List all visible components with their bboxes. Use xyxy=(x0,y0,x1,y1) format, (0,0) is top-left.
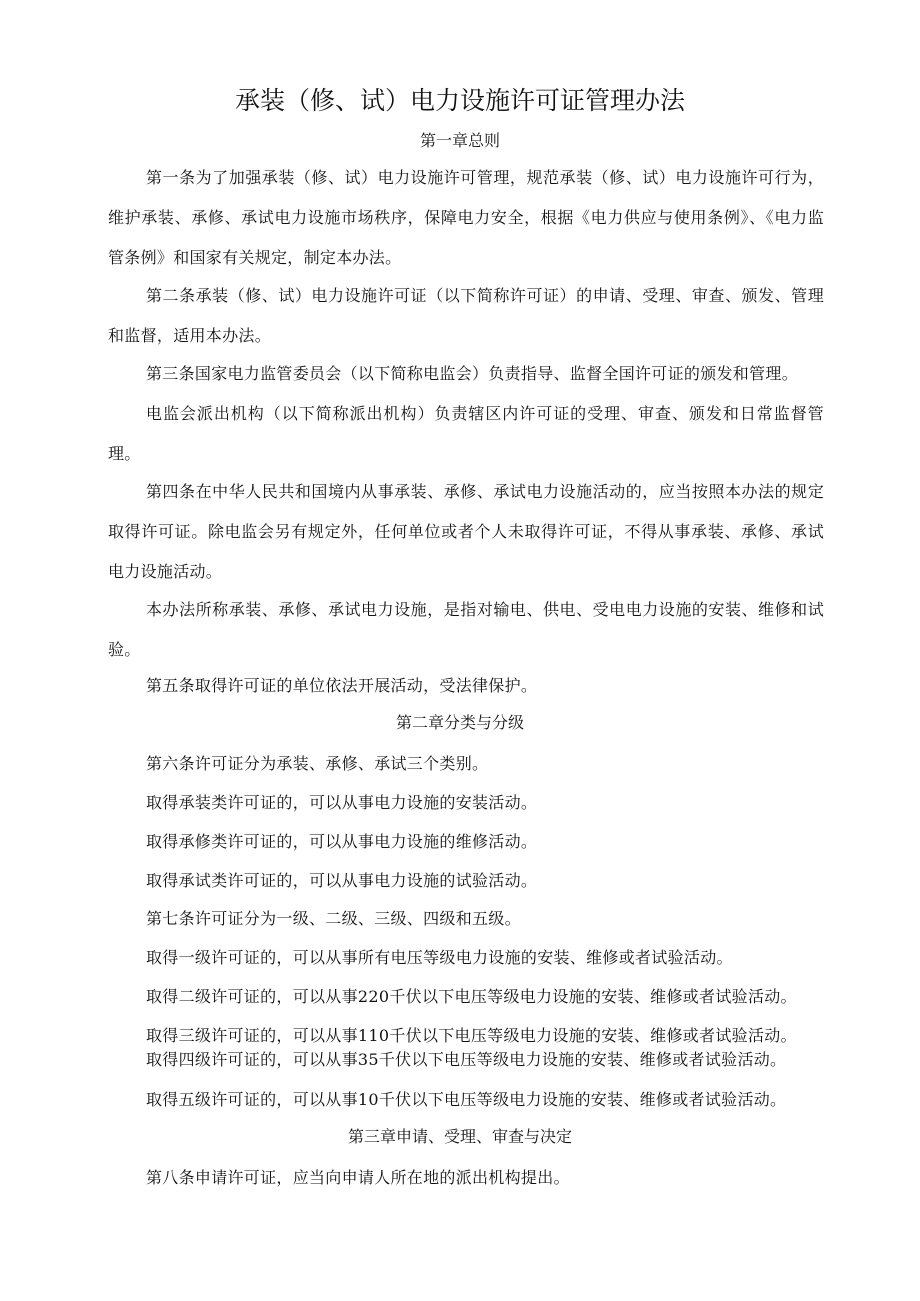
article-4-sub-paragraph: 本办法所称承装、承修、承试电力设施，是指对输电、供电、受电电力设施的安装、维修和试验。 xyxy=(108,600,824,659)
article-5-paragraph: 第五条取得许可证的单位依法开展活动，受法律保护。 xyxy=(146,676,538,695)
article-8-paragraph: 第八条申请许可证，应当向申请人所在地的派出机构提出。 xyxy=(146,1168,570,1187)
article-6-repair-paragraph: 取得承修类许可证的，可以从事电力设施的维修活动。 xyxy=(146,832,538,851)
level-3-paragraph: 取得三级许可证的，可以从事110千伏以下电压等级电力设施的安装、维修或者试验活动。 xyxy=(146,1026,797,1045)
chapter-heading-3: 第三章申请、受理、审查与决定 xyxy=(347,1127,572,1146)
chapter-heading-2: 第二章分类与分级 xyxy=(395,713,524,732)
document-title: 承装（修、试）电力设施许可证管理办法 xyxy=(234,86,685,115)
level-1-paragraph: 取得一级许可证的，可以从事所有电压等级电力设施的安装、维修或者试验活动。 xyxy=(146,948,733,967)
level-5-paragraph: 取得五级许可证的，可以从事10千伏以下电压等级电力设施的安装、维修或者试验活动。 xyxy=(146,1090,787,1109)
level-2-paragraph: 取得二级许可证的，可以从事220千伏以下电压等级电力设施的安装、维修或者试验活动。 xyxy=(146,987,797,1006)
chapter-heading-1: 第一章总则 xyxy=(419,131,500,150)
article-1-paragraph: 第一条为了加强承装（修、试）电力设施许可管理，规范承装（修、试）电力设施许可行为，维护承装、承修、承试电力设施市场秩序，保障电力安全，根据《电力供应与使用条例》、《电力监管条例》和国家有关规定，制定本办法。 xyxy=(108,168,824,267)
article-7-paragraph: 第七条许可证分为一级、二级、三级、四级和五级。 xyxy=(146,909,521,928)
level-4-paragraph: 取得四级许可证的，可以从事35千伏以下电压等级电力设施的安装、维修或者试验活动。 xyxy=(146,1050,787,1069)
article-4-paragraph: 第四条在中华人民共和国境内从事承装、承修、承试电力设施活动的，应当按照本办法的规定取得许可证。除电监会另有规定外，任何单位或者个人未取得许可证，不得从事承装、承修、承试电力设施活动。 xyxy=(108,482,824,581)
article-3-sub-paragraph: 电监会派出机构（以下简称派出机构）负责辖区内许可证的受理、审查、颁发和日常监督管理。 xyxy=(108,404,824,463)
article-6-install-paragraph: 取得承装类许可证的，可以从事电力设施的安装活动。 xyxy=(146,793,538,812)
article-6-test-paragraph: 取得承试类许可证的，可以从事电力设施的试验活动。 xyxy=(146,871,538,890)
article-6-paragraph: 第六条许可证分为承装、承修、承试三个类别。 xyxy=(146,754,489,773)
article-3-paragraph: 第三条国家电力监管委员会（以下简称电监会）负责指导、监督全国许可证的颁发和管理。 xyxy=(146,364,799,383)
article-2-paragraph: 第二条承装（修、试）电力设施许可证（以下简称许可证）的申请、受理、审查、颁发、管理和监督，适用本办法。 xyxy=(108,286,824,345)
